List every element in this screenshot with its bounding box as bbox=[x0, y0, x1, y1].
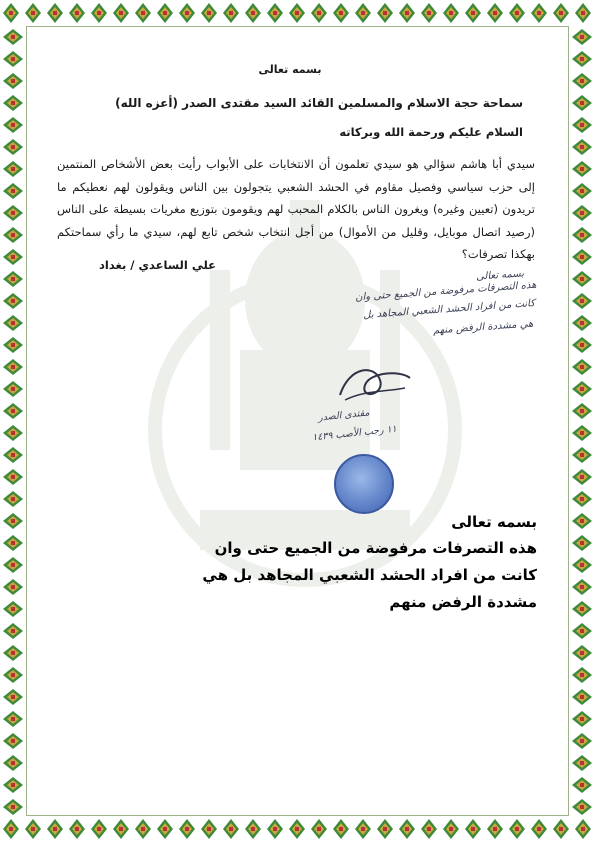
handwritten-line: هي مشددة الرفض منهم bbox=[432, 318, 534, 337]
handwritten-line: كانت من افراد الحشد الشعبي المجاهد بل bbox=[362, 298, 536, 321]
handwritten-line: بسمه تعالى bbox=[475, 268, 525, 283]
signature-name: مقتدى الصدر bbox=[317, 407, 370, 424]
letter-addressee: سماحة حجة الاسلام والمسلمين القائد السيد مقتدى الصدر (أعزه الله) bbox=[115, 96, 523, 110]
letter-signature: علي الساعدي / بغداد bbox=[99, 258, 217, 272]
transcription-line: بسمه تعالى bbox=[451, 513, 537, 531]
letter-greeting: السلام عليكم ورحمة الله وبركاته bbox=[339, 125, 523, 139]
decorative-border-left bbox=[0, 26, 26, 816]
transcription-line: هذه التصرفات مرفوضة من الجميع حتى وان bbox=[214, 539, 537, 557]
official-seal-icon bbox=[334, 454, 394, 514]
letter-body: سيدي أبا هاشم سؤالي هو سيدي تعلمون أن الانتخابات على الأبواب رأيت بعض الأشخاص المنتمين إلى حزب سياسي وفصيل مقاوم في الحشد الشعبي يتجولون بين الناس ويقولون لهم نعطيكم ما تريدون (تعيين وغيره) ويغرون الناس بالكلام المحبب لهم ويقومون بتوزيع مغريات بسيطة على الناس (رصيد اتصال موبايل، وقليل من الأموال) من أجل انتخاب شخص تابع لهم، سيدي ما رأي سماحتكم بهكذا تصرفات؟ bbox=[57, 157, 535, 261]
decorative-border-top bbox=[0, 0, 595, 26]
transcription-line: كانت من افراد الحشد الشعبي المجاهد بل هي bbox=[202, 566, 537, 584]
decorative-border-right bbox=[569, 26, 595, 816]
signature-date: ١١ رجب الأصب ١٤٣٩ bbox=[311, 423, 398, 444]
transcription-line: مشددة الرفض منهم bbox=[389, 593, 537, 611]
handwritten-line: هذه التصرفات مرفوضة من الجميع حتى وان bbox=[355, 279, 538, 304]
decorative-border-bottom bbox=[0, 816, 595, 842]
letter-heading: بسمه تعالى bbox=[258, 63, 322, 76]
handwritten-signature-icon bbox=[330, 360, 420, 405]
